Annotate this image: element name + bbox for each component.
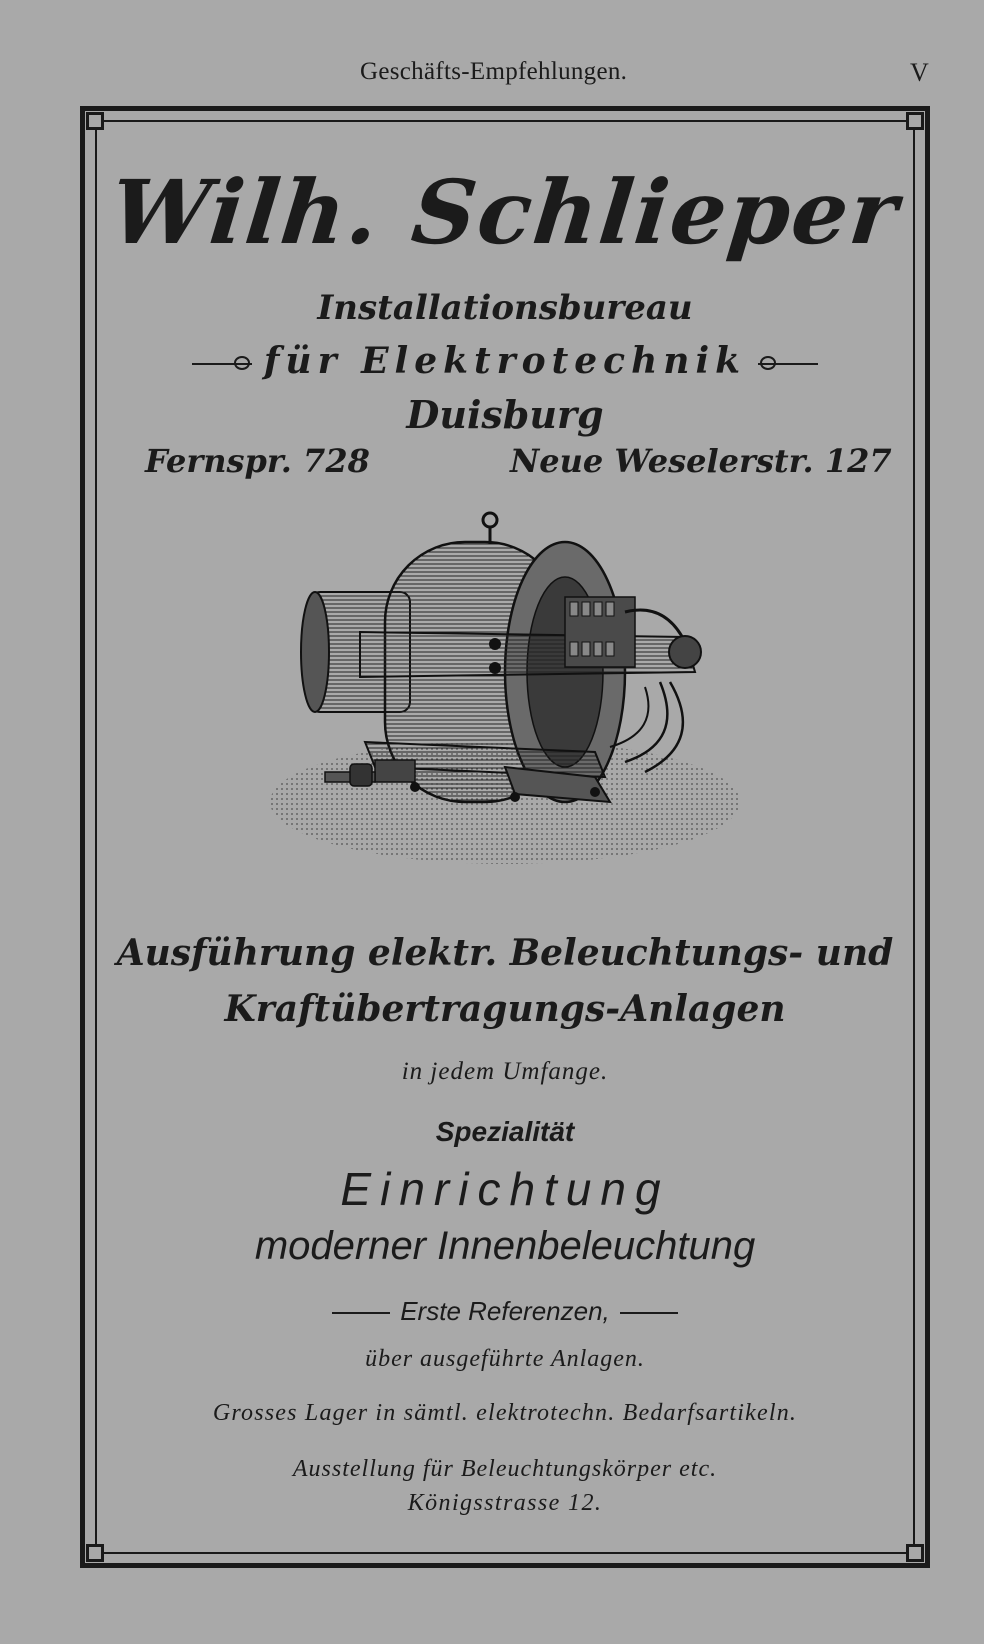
references-line-1 [95,1296,915,1327]
exhibition-line-2: Königsstrasse 12. [407,1490,603,1516]
city: Duisburg [406,392,604,437]
advertisement [95,120,915,1554]
specialty-label: Spezialität [435,1116,575,1147]
rule-left [332,1312,390,1314]
references-text: Erste Referenzen, [400,1296,610,1326]
services-line-1: Ausführung elektr. Beleuchtungs- und [116,932,894,974]
flourish-left-icon [192,363,252,365]
specialty-line-2: moderner Innenbeleuchtung [254,1224,756,1268]
scope-text: in jedem Umfange. [401,1058,609,1085]
flourish-right-icon [758,363,818,365]
exhibition-line-1: Ausstellung für Beleuchtungskörper etc. [292,1456,718,1482]
page-header [0,58,984,90]
field-text: für Elektrotechnik [263,340,747,382]
street-address: Neue Weselerstr. 127 [510,442,892,480]
phone-number: Fernspr. 728 [145,442,370,480]
company-name: Wilh. Schlieper [105,160,905,264]
services-line-2: Kraftübertragungs-Anlagen [224,988,786,1030]
business-field [95,340,915,382]
specialty-line-1: Einrichtung [340,1163,670,1215]
page-number: V [910,58,929,87]
rule-right [620,1312,678,1314]
references-line-2: über ausgeführte Anlagen. [365,1346,645,1372]
stock-text: Grosses Lager in sämtl. elektrotechn. Bedarfsartikeln. [212,1400,798,1426]
header-title: Geschäfts-Empfehlungen. [360,58,628,85]
business-type: Installationsbureau [317,288,693,328]
electric-motor-illustration [265,502,745,882]
